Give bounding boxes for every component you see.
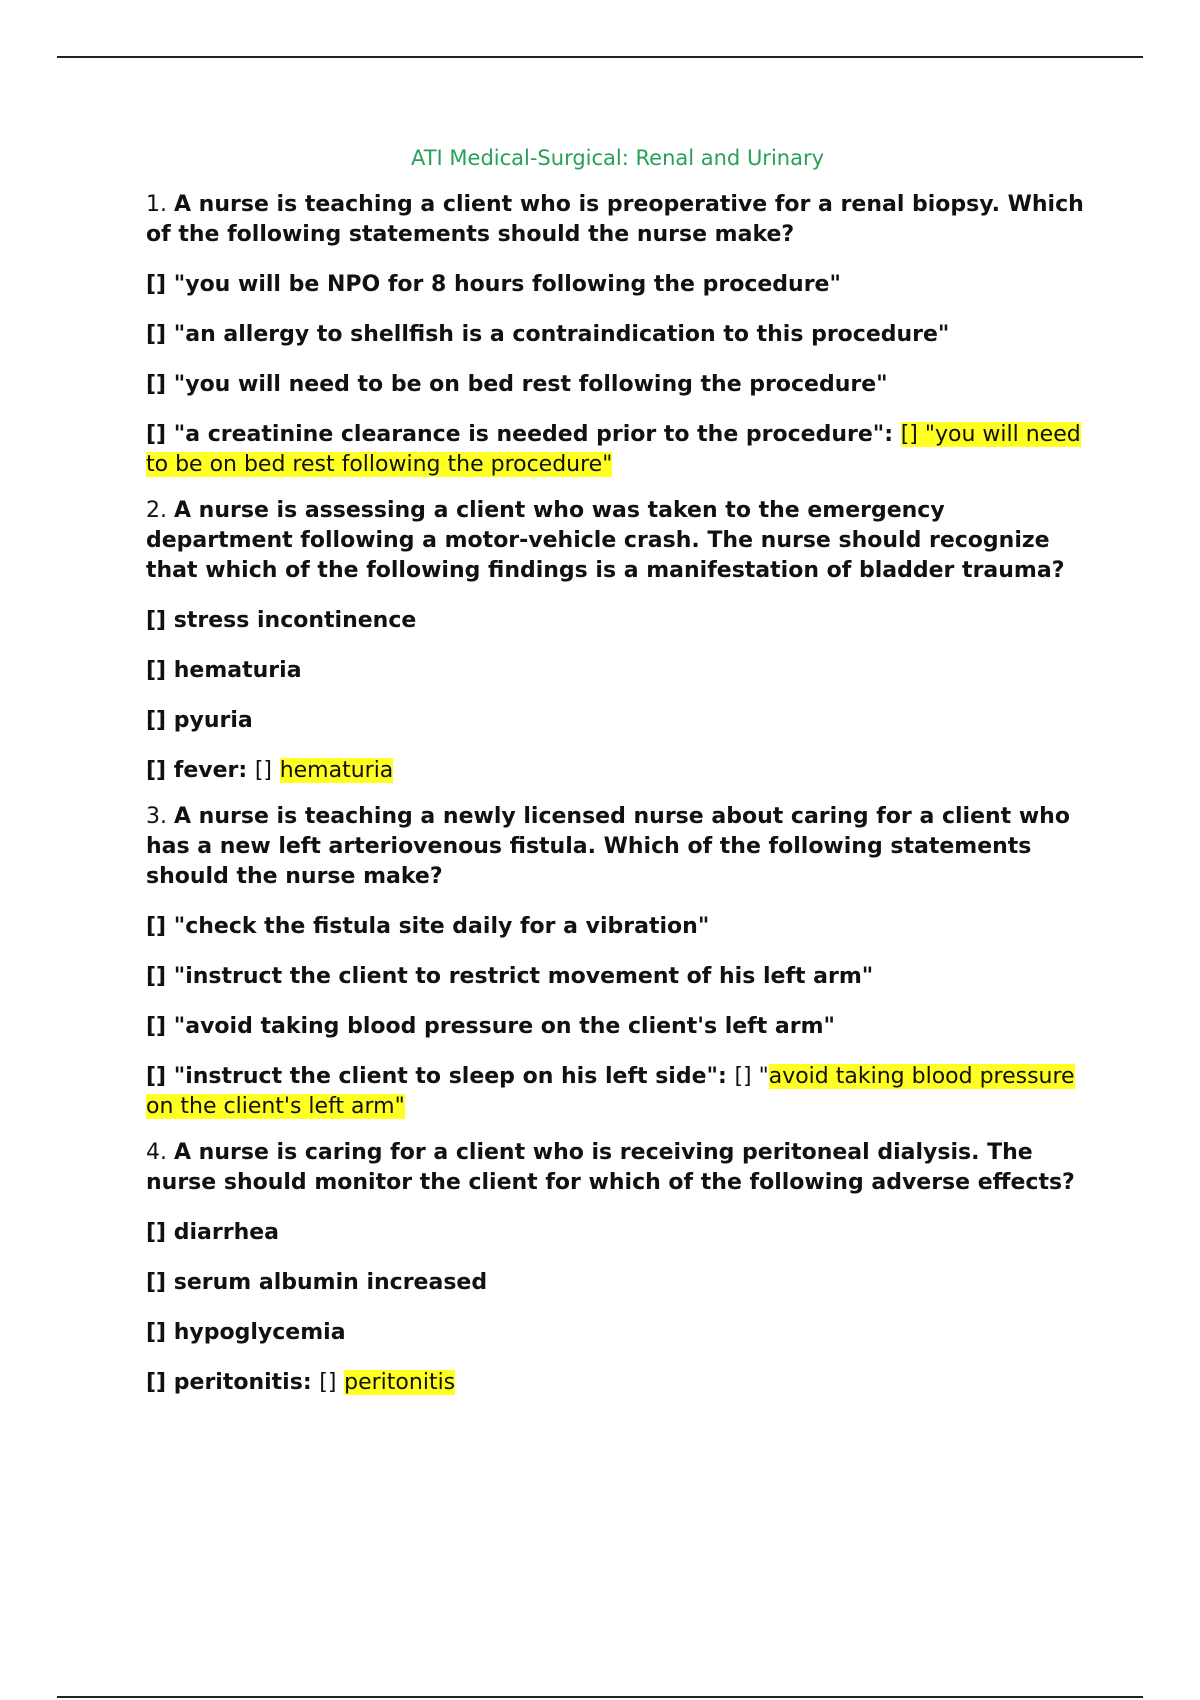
correct-answer-highlight: avoid taking blood pressure on the client's left arm": [146, 1064, 1075, 1119]
answer-option: [] "an allergy to shellfish is a contraindication to this procedure": [146, 322, 950, 347]
question-prompt: [146, 496, 1096, 586]
correct-answer-highlight: hematuria: [279, 758, 394, 783]
question-1: [146, 190, 1096, 480]
answer-prefix: [] ": [734, 1064, 769, 1089]
question-number: 1.: [146, 192, 167, 217]
answer-option-text: [] peritonitis:: [146, 1370, 312, 1395]
answer-option: [] pyuria: [146, 708, 253, 733]
answer-option-text: [] fever:: [146, 758, 248, 783]
answer-option: [] diarrhea: [146, 1220, 280, 1245]
question-3: [146, 802, 1096, 1122]
answer-option: [] stress incontinence: [146, 608, 417, 633]
answer-option: [] hematuria: [146, 658, 302, 683]
question-number: 3.: [146, 804, 167, 829]
answer-option-text: [] "a creatinine clearance is needed prior to the procedure":: [146, 422, 894, 447]
question-number: 2.: [146, 498, 167, 523]
document-title: ATI Medical-Surgical: Renal and Urinary: [410, 146, 825, 170]
question-4: [146, 1138, 1096, 1398]
answer-option: [] "you will need to be on bed rest following the procedure": [146, 372, 888, 397]
question-text: A nurse is assessing a client who was taken to the emergency department following a motor-vehicle crash. The nurse should recognize that which of the following findings is a manifestation of bladder trauma?: [146, 498, 1065, 583]
answer-option: [] "instruct the client to restrict movement of his left arm": [146, 964, 874, 989]
question-number: 4.: [146, 1140, 167, 1165]
top-rule: [57, 56, 1143, 58]
question-2: [146, 496, 1096, 786]
question-prompt: [146, 802, 1096, 892]
answer-option-with-key: [146, 756, 1096, 786]
correct-answer-highlight: peritonitis: [344, 1370, 456, 1395]
answer-option: [] "you will be NPO for 8 hours following the procedure": [146, 272, 841, 297]
answer-option: [] serum albumin increased: [146, 1270, 488, 1295]
answer-option: [] hypoglycemia: [146, 1320, 346, 1345]
answer-prefix: []: [254, 758, 273, 783]
answer-option-with-key: [146, 1062, 1096, 1122]
question-text: A nurse is teaching a client who is preoperative for a renal biopsy. Which of the following statements should the nurse make?: [146, 192, 1084, 247]
correct-answer-highlight: [] "you will need to be on bed rest following the procedure": [146, 422, 1081, 477]
answer-option: [] "avoid taking blood pressure on the client's left arm": [146, 1014, 836, 1039]
document-body: [146, 190, 1096, 1414]
answer-option-text: [] "instruct the client to sleep on his left side":: [146, 1064, 727, 1089]
answer-option-with-key: [146, 1368, 1096, 1398]
question-text: A nurse is caring for a client who is receiving peritoneal dialysis. The nurse should monitor the client for which of the following adverse effects?: [146, 1140, 1075, 1195]
answer-option-with-key: [146, 420, 1096, 480]
bottom-rule: [57, 1696, 1143, 1698]
answer-prefix: []: [319, 1370, 337, 1395]
question-text: A nurse is teaching a newly licensed nurse about caring for a client who has a new left arteriovenous fistula. Which of the following statements should the nurse make?: [146, 804, 1070, 889]
question-prompt: [146, 190, 1096, 250]
question-prompt: [146, 1138, 1096, 1198]
answer-option: [] "check the fistula site daily for a vibration": [146, 914, 710, 939]
